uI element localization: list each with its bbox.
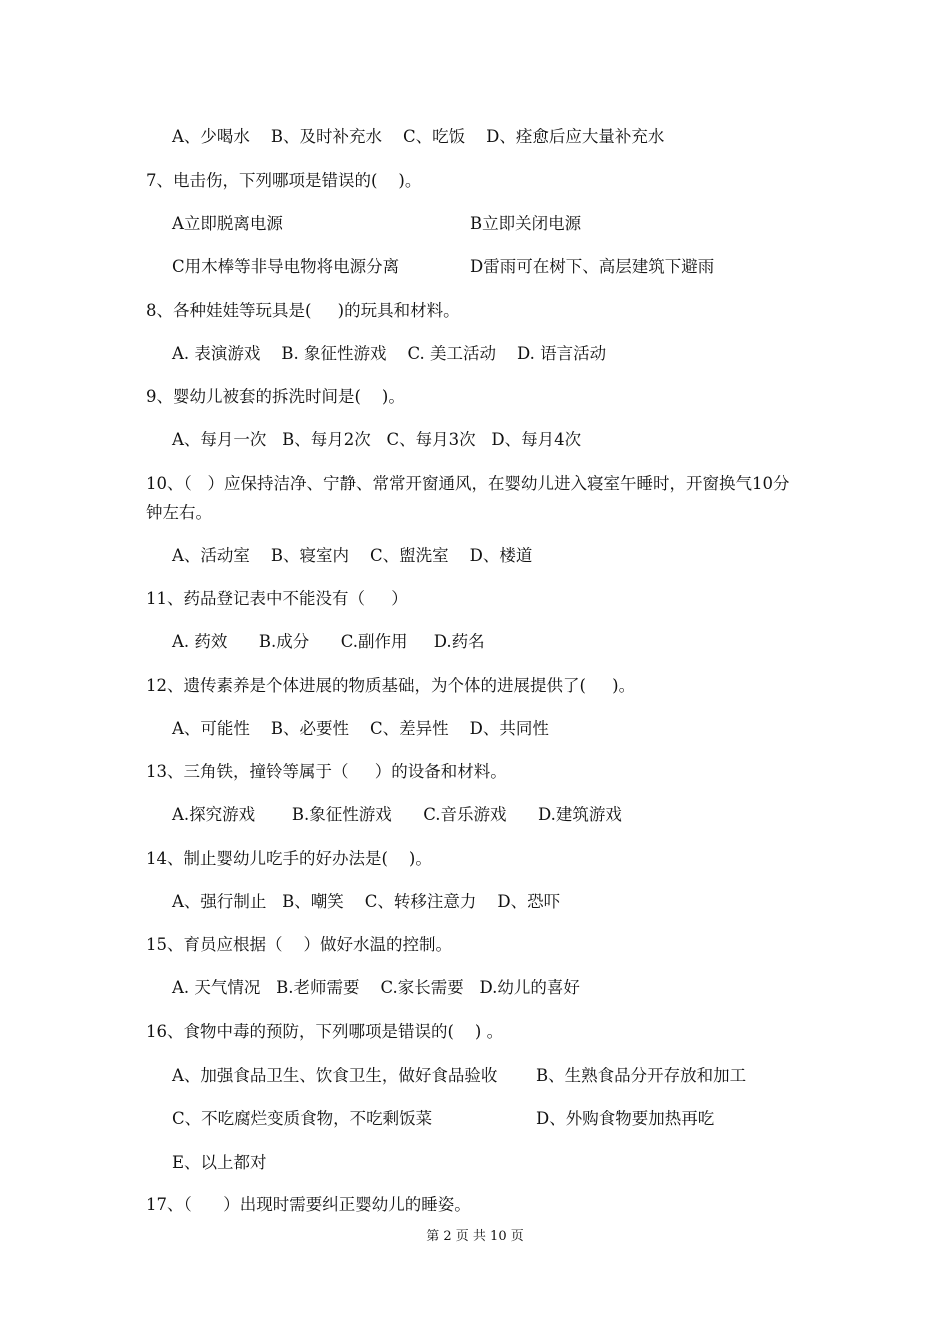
- question-7: 7、电击伤，下列哪项是错误的( )。: [146, 171, 422, 190]
- q7-option-a: A立即脱离电源: [172, 214, 283, 233]
- q8-options: A. 表演游戏 B. 象征性游戏 C. 美工活动 D. 语言活动: [172, 344, 607, 363]
- question-16: 16、食物中毒的预防，下列哪项是错误的( ) 。: [146, 1022, 504, 1041]
- question-11: 11、药品登记表中不能没有（ ）: [146, 589, 408, 608]
- q9-options: A、每月一次 B、每月2次 C、每月3次 D、每月4次: [172, 430, 582, 449]
- q15-options: A. 天气情况 B.老师需要 C.家长需要 D.幼儿的喜好: [172, 978, 580, 997]
- q7-option-b: B立即关闭电源: [470, 214, 582, 233]
- q10-options: A、活动室 B、寝室内 C、盥洗室 D、楼道: [172, 546, 533, 565]
- q14-options: A、强行制止 B、嘲笑 C、转移注意力 D、恐吓: [172, 892, 561, 911]
- question-10-line-2: 钟左右。: [146, 503, 212, 522]
- page-number-footer: 第 2 页 共 10 页: [426, 1229, 524, 1244]
- question-8: 8、各种娃娃等玩具是( )的玩具和材料。: [146, 301, 460, 320]
- q13-options: A.探究游戏 B.象征性游戏 C.音乐游戏 D.建筑游戏: [172, 805, 622, 824]
- q16-option-c: C、不吃腐烂变质食物，不吃剩饭菜: [172, 1109, 433, 1128]
- question-10-line-1: 10、（ ）应保持洁净、宁静、常常开窗通风，在婴幼儿进入寝室午睡时，开窗换气10分: [146, 474, 790, 493]
- q16-option-a: A、加强食品卫生、饮食卫生，做好食品验收: [172, 1066, 498, 1085]
- q12-options: A、可能性 B、必要性 C、差异性 D、共同性: [172, 719, 549, 738]
- q7-option-d: D雷雨可在树下、高层建筑下避雨: [470, 257, 715, 276]
- question-12: 12、遗传素养是个体进展的物质基础，为个体的进展提供了( )。: [146, 676, 636, 695]
- q11-options: A. 药效 B.成分 C.副作用 D.药名: [172, 632, 485, 651]
- q16-option-e: E、以上都对: [172, 1153, 267, 1172]
- question-17: 17、（ ）出现时需要纠正婴幼儿的睡姿。: [146, 1195, 471, 1214]
- q16-option-d: D、外购食物要加热再吃: [536, 1109, 715, 1128]
- q6-options: A、少喝水 B、及时补充水 C、吃饭 D、痊愈后应大量补充水: [172, 127, 665, 146]
- question-13: 13、三角铁，撞铃等属于（ ）的设备和材料。: [146, 762, 507, 781]
- question-14: 14、制止婴幼儿吃手的好办法是( )。: [146, 849, 432, 868]
- question-15: 15、育员应根据（ ）做好水温的控制。: [146, 935, 452, 954]
- q7-option-c: C用木棒等非导电物将电源分离: [172, 257, 400, 276]
- question-9: 9、婴幼儿被套的拆洗时间是( )。: [146, 387, 405, 406]
- q16-option-b: B、生熟食品分开存放和加工: [536, 1066, 747, 1085]
